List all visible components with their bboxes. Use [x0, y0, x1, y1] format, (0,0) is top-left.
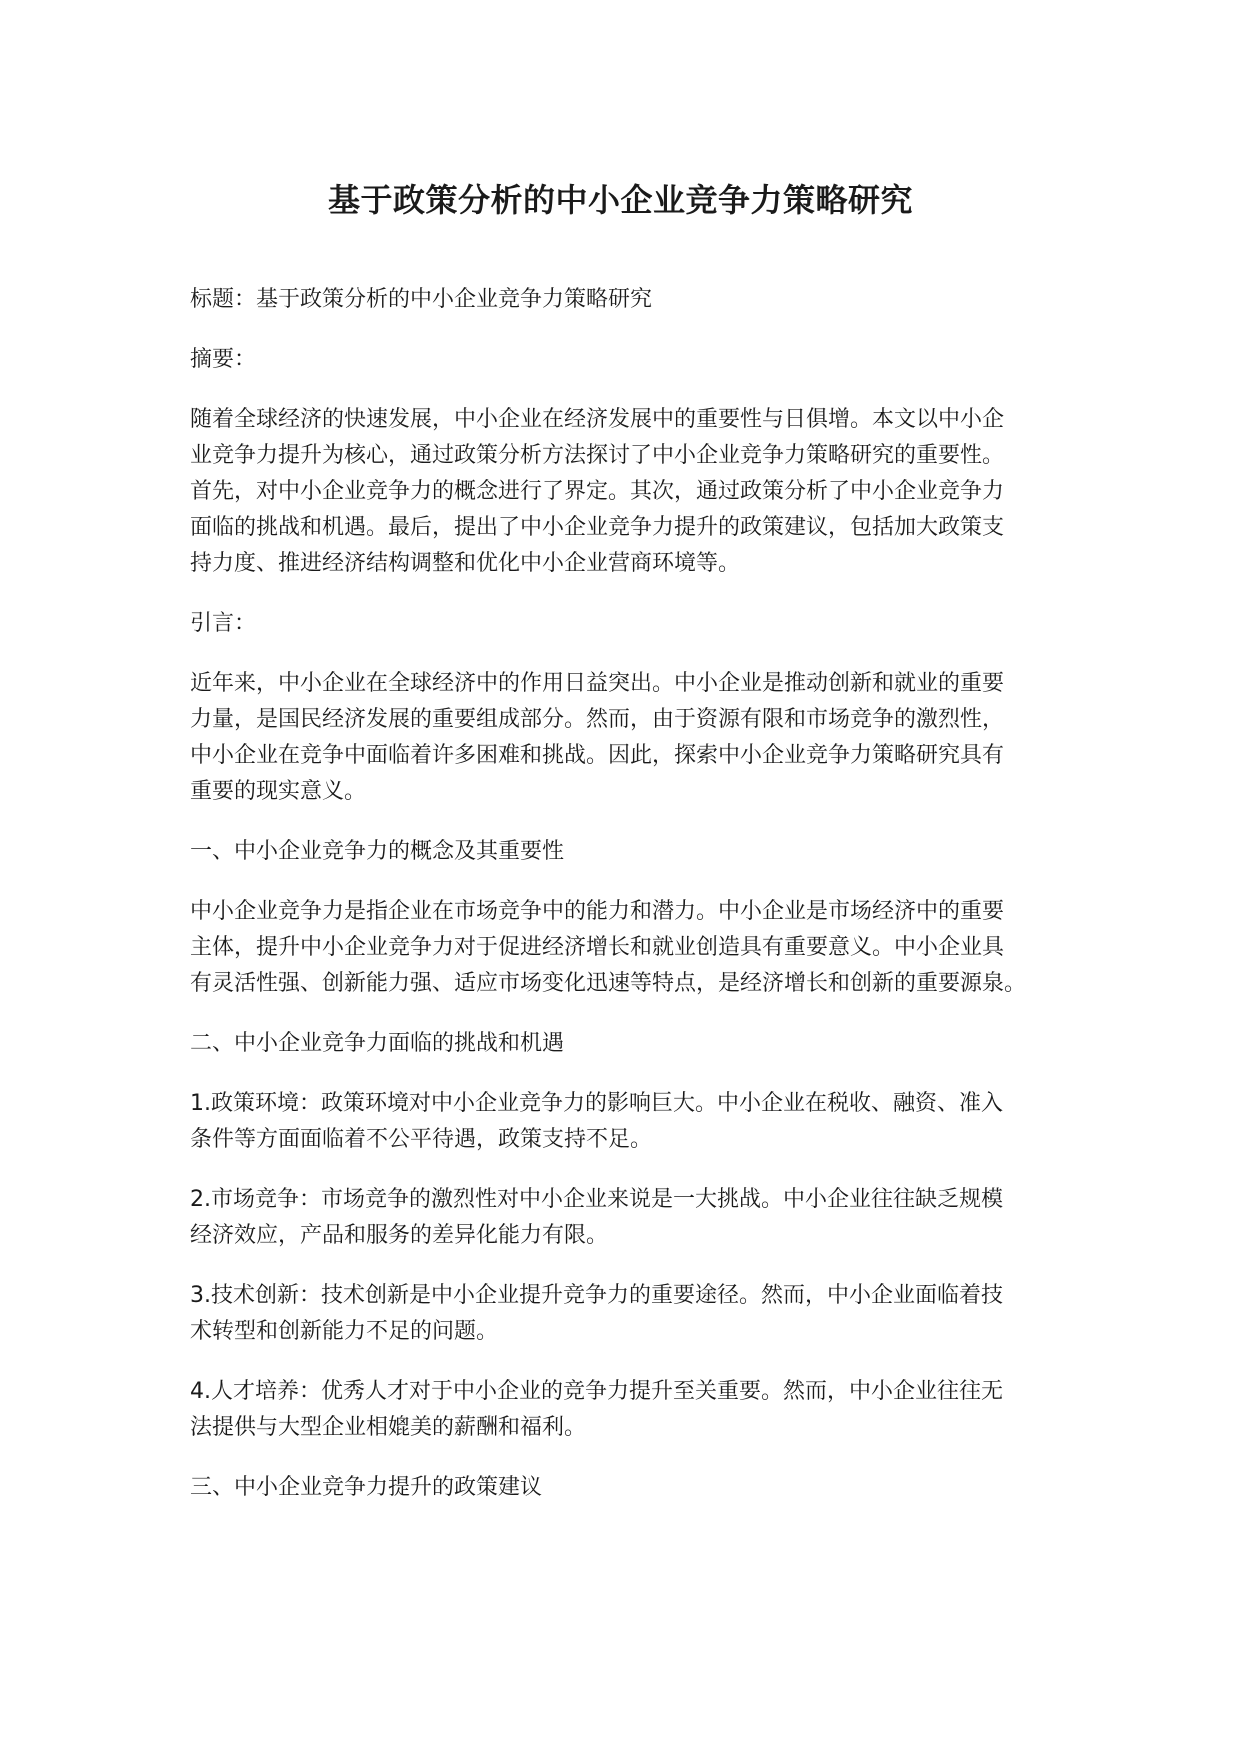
paragraph	[190, 1470, 1070, 1506]
text-line: 二、中小企业竞争力面临的挑战和机遇	[190, 1031, 565, 1056]
text-line: 条件等方面面临着不公平待遇，政策支持不足。	[190, 1127, 653, 1152]
paragraph	[190, 894, 1070, 1002]
paragraph	[190, 1278, 1070, 1350]
text-line: 随着全球经济的快速发展，中小企业在经济发展中的重要性与日俱增。本文以中小企	[190, 407, 1005, 432]
paragraph	[190, 1086, 1070, 1158]
document-body	[190, 282, 1070, 1530]
text-line: 摘要：	[190, 347, 257, 372]
text-line: 三、中小企业竞争力提升的政策建议	[190, 1475, 543, 1500]
text-line: 3.技术创新：技术创新是中小企业提升竞争力的重要途径。然而，中小企业面临着技	[190, 1283, 1003, 1308]
text-line: 力量，是国民经济发展的重要组成部分。然而，由于资源有限和市场竞争的激烈性，	[190, 707, 1005, 732]
paragraph	[190, 1374, 1070, 1446]
text-line: 法提供与大型企业相媲美的薪酬和福利。	[190, 1415, 587, 1440]
text-line: 中小企业竞争力是指企业在市场竞争中的能力和潜力。中小企业是市场经济中的重要	[190, 899, 1005, 924]
text-line: 业竞争力提升为核心，通过政策分析方法探讨了中小企业竞争力策略研究的重要性。	[190, 443, 1005, 468]
text-line: 一、中小企业竞争力的概念及其重要性	[190, 839, 565, 864]
paragraph	[190, 666, 1070, 810]
document-title: 基于政策分析的中小企业竞争力策略研究	[327, 181, 913, 219]
text-line: 首先，对中小企业竞争力的概念进行了界定。其次，通过政策分析了中小企业竞争力	[190, 479, 1005, 504]
text-line: 中小企业在竞争中面临着许多困难和挑战。因此，探索中小企业竞争力策略研究具有	[190, 743, 1005, 768]
paragraph	[190, 834, 1070, 870]
text-line: 2.市场竞争：市场竞争的激烈性对中小企业来说是一大挑战。中小企业往往缺乏规模	[190, 1187, 1003, 1212]
paragraph	[190, 402, 1070, 582]
text-line: 有灵活性强、创新能力强、适应市场变化迅速等特点，是经济增长和创新的重要源泉。	[190, 971, 1027, 996]
text-line: 术转型和创新能力不足的问题。	[190, 1319, 499, 1344]
text-line: 1.政策环境：政策环境对中小企业竞争力的影响巨大。中小企业在税收、融资、准入	[190, 1091, 1003, 1116]
text-line: 近年来，中小企业在全球经济中的作用日益突出。中小企业是推动创新和就业的重要	[190, 671, 1005, 696]
paragraph	[190, 606, 1070, 642]
text-line: 持力度、推进经济结构调整和优化中小企业营商环境等。	[190, 551, 741, 576]
text-line: 面临的挑战和机遇。最后，提出了中小企业竞争力提升的政策建议，包括加大政策支	[190, 515, 1005, 540]
paragraph	[190, 342, 1070, 378]
paragraph	[190, 282, 1070, 318]
text-line: 经济效应，产品和服务的差异化能力有限。	[190, 1223, 609, 1248]
text-line: 标题：基于政策分析的中小企业竞争力策略研究	[190, 287, 653, 312]
text-line: 主体，提升中小企业竞争力对于促进经济增长和就业创造具有重要意义。中小企业具	[190, 935, 1005, 960]
text-line: 4.人才培养：优秀人才对于中小企业的竞争力提升至关重要。然而，中小企业往往无	[190, 1379, 1003, 1404]
text-line: 重要的现实意义。	[190, 779, 367, 804]
paragraph	[190, 1182, 1070, 1254]
text-line: 引言：	[190, 611, 257, 636]
paragraph	[190, 1026, 1070, 1062]
